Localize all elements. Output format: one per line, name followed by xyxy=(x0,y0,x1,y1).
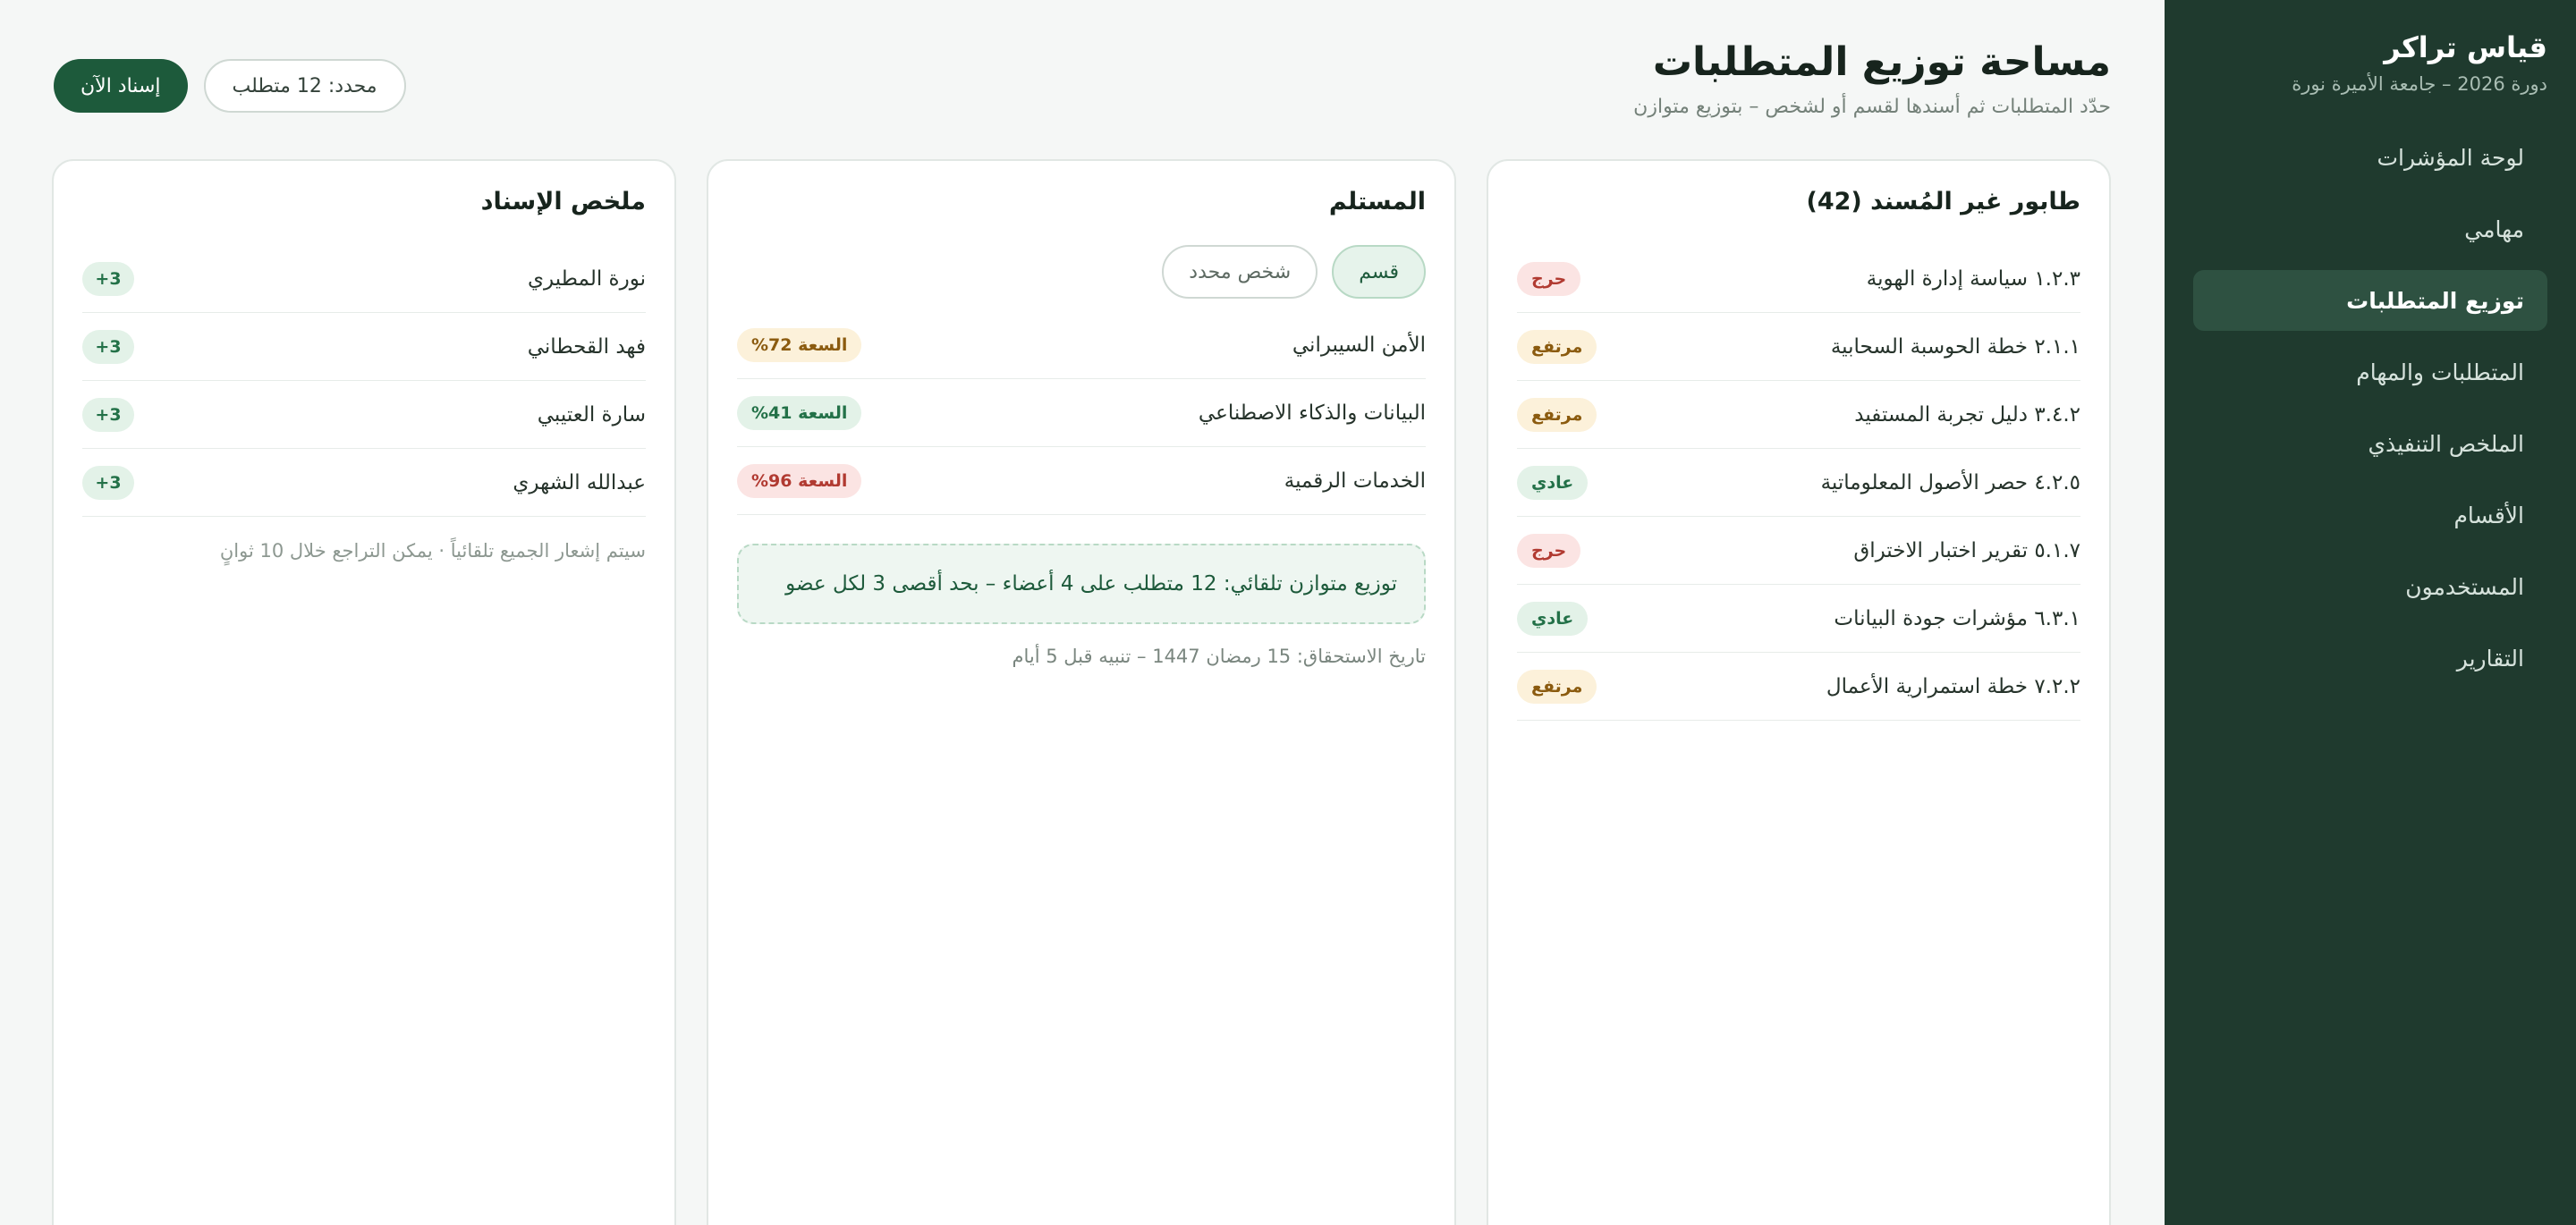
sidebar-item-requirements[interactable] xyxy=(2193,342,2547,402)
recipient-card xyxy=(707,159,1456,1225)
brand-title: قياس تراكر xyxy=(2384,30,2547,64)
department-option[interactable] xyxy=(737,311,1426,379)
assignment-summary-card xyxy=(52,159,676,1225)
department-name: البيانات والذكاء الاصطناعي xyxy=(1198,401,1426,425)
queue-item[interactable] xyxy=(1517,449,2080,517)
summary-row xyxy=(82,313,646,381)
top-actions xyxy=(54,59,406,113)
department-option[interactable] xyxy=(737,447,1426,515)
capacity-badge: السعة 72% xyxy=(737,328,861,362)
sidebar-item-distribution[interactable] xyxy=(2193,270,2547,331)
sidebar-item-label: توزيع المتطلبات xyxy=(2346,287,2524,314)
toggle-department[interactable]: قسم xyxy=(1332,245,1426,299)
sidebar-item-reports[interactable] xyxy=(2193,628,2547,689)
sidebar-item-label: المتطلبات والمهام xyxy=(2356,359,2524,385)
recipient-type-toggle xyxy=(737,245,1426,299)
sidebar-item-departments[interactable] xyxy=(2193,485,2547,545)
sidebar-item-label: الملخص التنفيذي xyxy=(2368,430,2524,457)
assign-now-button[interactable]: إسناد الآن xyxy=(54,59,188,113)
sidebar-item-label: لوحة المؤشرات xyxy=(2377,144,2524,171)
summary-title: ملخص الإسناد xyxy=(480,188,646,215)
assignee-name: عبدالله الشهري xyxy=(513,470,646,494)
queue-item-label: ٤.٢.٥ حصر الأصول المعلوماتية xyxy=(1820,470,2080,494)
page-subtitle: حدّد المتطلبات ثم أسندها لقسم أو لشخص – بتوزيع متوازن xyxy=(1633,96,2111,118)
sidebar-item-label: الأقسام xyxy=(2453,502,2524,528)
assignee-count-badge: +3 xyxy=(82,466,134,500)
sidebar-nav xyxy=(2193,127,2547,689)
queue-item-label: ٢.١.١ خطة الحوسبة السحابية xyxy=(1830,334,2080,359)
due-date-note: تاريخ الاستحقاق: 15 رمضان 1447 – تنبيه قبل 5 أيام xyxy=(1012,646,1426,667)
priority-badge: مرتفع xyxy=(1517,330,1597,364)
queue-list xyxy=(1517,245,2080,721)
page-title: مساحة توزيع المتطلبات xyxy=(1652,39,2111,85)
assignee-count-badge: +3 xyxy=(82,398,134,432)
sidebar xyxy=(2165,0,2576,1225)
priority-badge: عادي xyxy=(1517,466,1588,500)
priority-badge: مرتفع xyxy=(1517,398,1597,432)
auto-balance-note: توزيع متوازن تلقائي: 12 متطلب على 4 أعضاء – بحد أقصى 3 لكل عضو xyxy=(737,544,1426,624)
toggle-specific-person[interactable]: شخص محدد xyxy=(1162,245,1318,299)
sidebar-item-label: مهامي xyxy=(2464,215,2524,242)
department-list xyxy=(737,311,1426,515)
queue-title: طابور غير المُسند (42) xyxy=(1806,188,2080,215)
priority-badge: عادي xyxy=(1517,602,1588,636)
selected-count-pill: محدد: 12 متطلب xyxy=(204,59,406,113)
assignee-count-badge: +3 xyxy=(82,262,134,296)
priority-badge: مرتفع xyxy=(1517,670,1597,704)
assignee-name: سارة العتيبي xyxy=(537,402,646,427)
sidebar-item-label: التقارير xyxy=(2456,645,2524,672)
queue-item[interactable] xyxy=(1517,653,2080,721)
summary-row xyxy=(82,449,646,517)
summary-row xyxy=(82,381,646,449)
sidebar-item-users[interactable] xyxy=(2193,556,2547,617)
sidebar-item-label: المستخدمون xyxy=(2405,573,2524,600)
queue-item[interactable] xyxy=(1517,517,2080,585)
priority-badge: حرج xyxy=(1517,534,1580,568)
queue-item-label: ٥.١.٧ تقرير اختبار الاختراق xyxy=(1853,538,2080,562)
sidebar-item-my-tasks[interactable] xyxy=(2193,199,2547,259)
queue-item[interactable] xyxy=(1517,381,2080,449)
capacity-badge: السعة 41% xyxy=(737,396,861,430)
queue-item[interactable] xyxy=(1517,313,2080,381)
assignee-count-badge: +3 xyxy=(82,330,134,364)
department-name: الخدمات الرقمية xyxy=(1284,469,1426,493)
unassigned-queue-card xyxy=(1487,159,2111,1225)
queue-item-label: ١.٢.٣ سياسة إدارة الهوية xyxy=(1866,266,2080,291)
brand-subtitle: دورة 2026 – جامعة الأميرة نورة xyxy=(2292,73,2547,95)
sidebar-item-dashboard[interactable] xyxy=(2193,127,2547,188)
department-option[interactable] xyxy=(737,379,1426,447)
queue-item[interactable] xyxy=(1517,245,2080,313)
queue-item-label: ٧.٢.٢ خطة استمرارية الأعمال xyxy=(1826,674,2080,698)
summary-list xyxy=(82,245,646,517)
sidebar-item-executive-summary[interactable] xyxy=(2193,413,2547,474)
assignee-name: فهد القحطاني xyxy=(527,334,646,359)
department-name: الأمن السيبراني xyxy=(1292,333,1426,357)
priority-badge: حرج xyxy=(1517,262,1580,296)
queue-item-label: ٦.٣.١ مؤشرات جودة البيانات xyxy=(1834,606,2080,630)
assignee-name: نورة المطيري xyxy=(528,266,646,291)
queue-item-label: ٣.٤.٢ دليل تجربة المستفيد xyxy=(1854,402,2080,427)
notification-note: سيتم إشعار الجميع تلقائياً · يمكن التراجع خلال 10 ثوانٍ xyxy=(219,540,646,562)
capacity-badge: السعة 96% xyxy=(737,464,861,498)
summary-row xyxy=(82,245,646,313)
queue-item[interactable] xyxy=(1517,585,2080,653)
recipient-title: المستلم xyxy=(1328,188,1426,215)
